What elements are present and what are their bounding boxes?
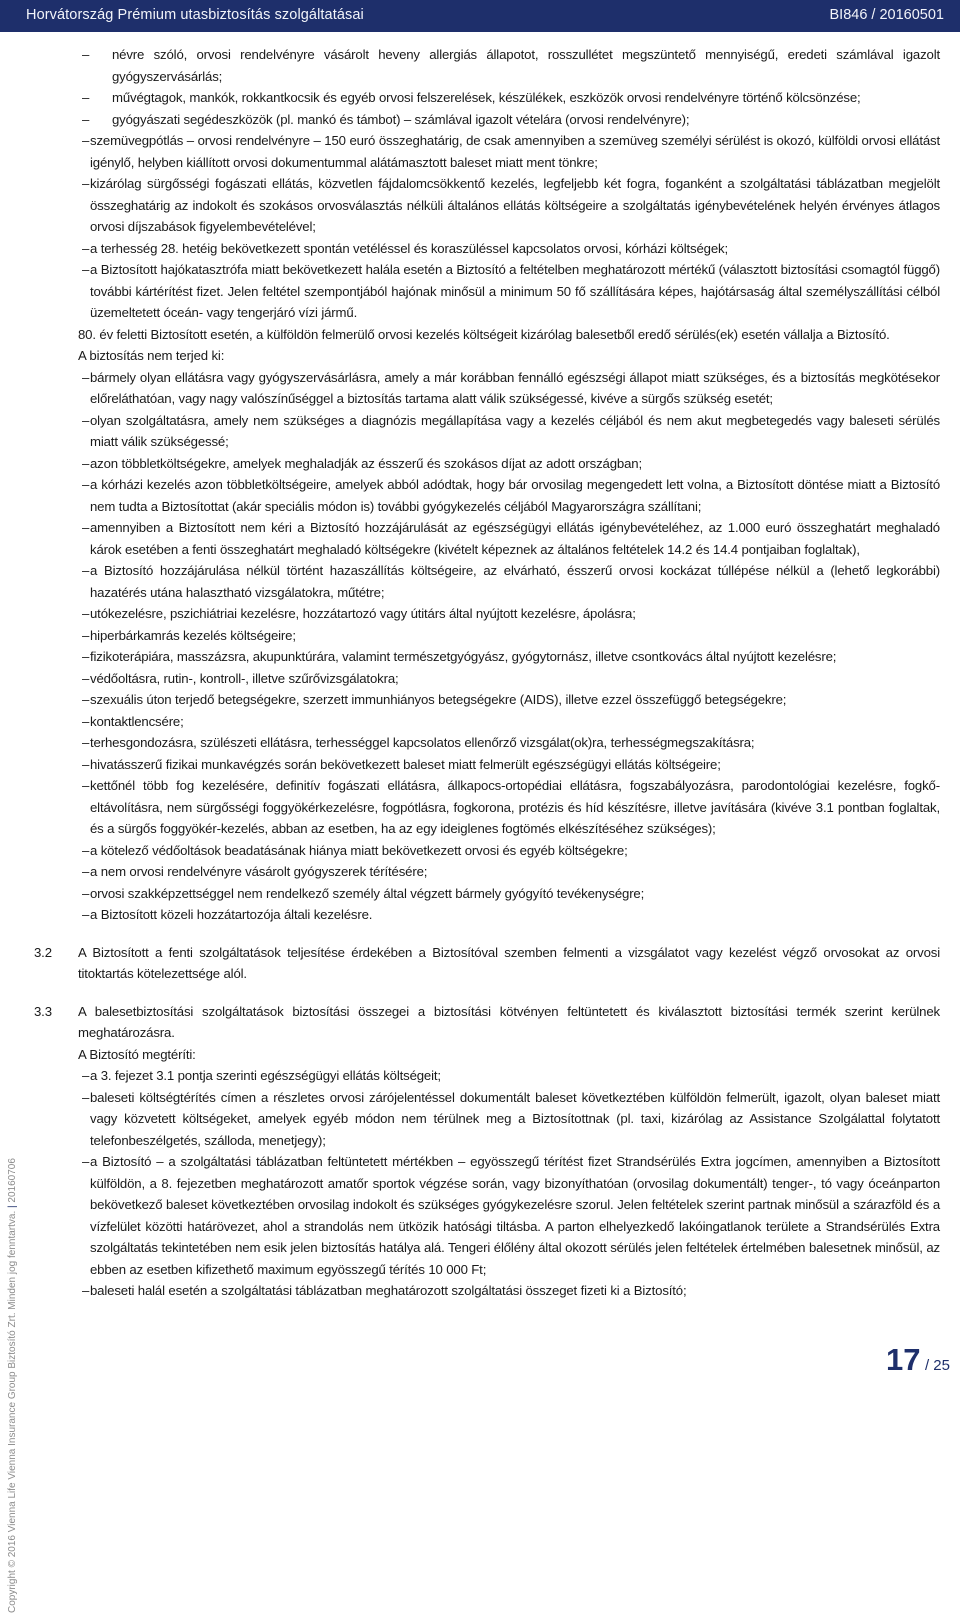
list-item [34, 453, 940, 475]
list-item [34, 109, 940, 131]
list-item [34, 861, 940, 883]
list-item [34, 1087, 940, 1152]
list-item-text: a 3. fejezet 3.1 pontja szerinti egészségügyi ellátás költségeit; [90, 1068, 441, 1083]
list-item-text: a kötelező védőoltások beadatásának hiánya miatt bekövetkezett orvosi és egyéb költségekre; [90, 842, 628, 858]
list-item [34, 689, 940, 711]
list-item-text: kizárólag sürgősségi fogászati ellátás, közvetlen fájdalomcsökkentő kezelés, legfeljebb két fogra, foganként a szolgáltatási táblázatban megjelölt összeghatárig az indokolt és szokásos orvosválasztás nélküli általános ellátás költségeire a szolgáltatás igénybevételének helyén érvényes átlagos orvosi díjszabások figyelembevételével; [90, 176, 940, 234]
list-item-text: azon többletköltségekre, amelyek meghaladják az ésszerű és szokásos díjat az adott országban; [90, 455, 642, 471]
list-item [34, 560, 940, 603]
paragraph: A biztosítás nem terjed ki: [78, 348, 225, 363]
list-item [34, 840, 940, 862]
list-item [34, 883, 940, 905]
list-item [34, 904, 940, 926]
list-dash: – [82, 563, 90, 578]
list-item [34, 775, 940, 840]
document-body [34, 44, 940, 1302]
list-item-text: amennyiben a Biztosított nem kéri a Biztosító hozzájárulását az egészségügyi ellátás igénybevételéhez, az 1.000 euró összeghatárt meghaladó károk esetében a fenti összeghatárt meghaladó költségekre (kivételt képeznek az általános feltételek 14.2 és 14.4 pontjaiban foglaltak), [90, 520, 940, 557]
header-code: BI846 / 20160501 [829, 7, 944, 23]
list-item-text: névre szóló, orvosi rendelvényre vásárolt heveny allergiás állapotot, rosszullétet megszüntető mennyiségű, eredeti számlával igazolt gyógyszervásárlás; [112, 47, 940, 84]
list-item [34, 130, 940, 173]
list-dash: – [82, 606, 90, 621]
list-dash: – [82, 477, 90, 492]
list-item-text: a nem orvosi rendelvényre vásárolt gyógyszerek térítésére; [90, 864, 428, 879]
list-item-text: a Biztosító hozzájárulása nélkül történt hazaszállítás költségeire, az elvárható, ésszerű orvosi kockázat túllépése nélkül a (lehető legkorábbi) hazatérés utána halasztható vizsgálatokra, műtétre; [90, 563, 940, 600]
page-number [886, 1342, 950, 1378]
list-item-text: a Biztosító – a szolgáltatási táblázatban feltüntetett mértékben – egyösszegű térítést fizet Strandsérülés Extra jogcímen, amennyiben a Biztosított külföldön, a 8. fejezetben meghatározott amatőr sportok végzése során, vagy bizonyíthatóan (orvosilag dokumentált) tenger-, tó vagy óceánparton bekövetkező baleset következtében orvosilag indokolt és szükséges gyógykezelésre szorul. Jelen feltételek szerint partnak minősül a szárazföld és a vízfelület közötti határövezet, ahol a strandolás nem ütközik hatósági tiltásba. A parton elhelyezkedő lakóingatlanok területe a Strandsérülés Extra szolgáltatás tekintetében nem esik jelen biztosítás hatálya alá. Tengeri élőlény által okozott sérülés jelen feltételek értelmében balesetnek minősül, az ebben az esetben kifizethető maximum egyösszegű térítés 10 000 Ft; [90, 1154, 940, 1277]
list-dash: – [82, 369, 90, 385]
list-item [34, 732, 940, 754]
list-item-text: kontaktlencsére; [90, 713, 184, 729]
list-item-text: terhesgondozásra, szülészeti ellátásra, terhességgel kapcsolatos ellenőrző vizsgálat(ok)ra, terhességmegszakításra; [90, 735, 755, 750]
list-dash: – [82, 520, 90, 535]
list-item [34, 474, 940, 517]
section-number: 3.2 [34, 944, 52, 960]
list-dash: – [82, 864, 90, 879]
section-text: A Biztosított a fenti szolgáltatások teljesítése érdekében a Biztosítóval szemben felmenti a vizsgálatot vagy kezelést végző orvosokat az orvosi titoktartás kötelezettsége alól. [78, 944, 940, 981]
list-dash: – [82, 1068, 90, 1083]
list-dash: – [82, 713, 90, 729]
paragraph: A Biztosító megtéríti: [78, 1046, 196, 1062]
section-text: A balesetbiztosítási szolgáltatások biztosítási összegei a biztosítási kötvényen feltüntetett és kiválasztott biztosítási termék szerint kerülnek meghatározásra. [78, 1003, 940, 1040]
list-item [34, 625, 940, 647]
list-item-text: a terhesség 28. hetéig bekövetkezett spontán vetéléssel és koraszüléssel kapcsolatos orvosi, kórházi költségek; [90, 240, 728, 256]
list-item-text: a Biztosított közeli hozzátartozója általi kezelésre. [90, 907, 373, 922]
list-item-text: gyógyászati segédeszközök (pl. mankó és támbot) – számlával igazolt vételára (orvosi rendelvényre); [112, 111, 690, 127]
list-dash: – [82, 90, 90, 105]
list-item-text: művégtagok, mankók, rokkantkocsik és egyéb orvosi felszerelések, készülékek, eszközök orvosi rendelvényre történő kölcsönzése; [112, 90, 861, 105]
list-item [34, 668, 940, 690]
list-dash: – [82, 692, 90, 707]
list-dash: – [82, 262, 90, 277]
list-item [34, 259, 940, 324]
list-dash: – [82, 240, 90, 256]
page-current: 17 [886, 1342, 921, 1377]
list-dash: – [82, 778, 90, 793]
copyright-date: 20160706 [7, 1158, 18, 1203]
list-item [34, 646, 940, 668]
list-item-text: utókezelésre, pszichiátriai kezelésre, hozzátartozó vagy útitárs által nyújtott kezelésre, ápolásra; [90, 606, 636, 621]
list-item-text: hivatásszerű fizikai munkavégzés során bekövetkezett baleset miatt felmerült egészségügyi ellátás költségeire; [90, 756, 721, 772]
list-item-text: baleseti halál esetén a szolgáltatási táblázatban meghatározott szolgáltatási összeget fizeti ki a Biztosító; [90, 1283, 687, 1298]
copyright-sidebar [7, 643, 23, 1613]
list-item [34, 1065, 940, 1087]
list-item [34, 44, 940, 87]
list-item [34, 238, 940, 260]
section-paragraph [34, 1001, 940, 1044]
list-item-text: fizikoterápiára, masszázsra, akupunktúrára, valamint természetgyógyász, gyógytornász, illetve csontkovács által nyújtott kezelésre; [90, 649, 837, 664]
list-item-text: bármely olyan ellátásra vagy gyógyszervásárlásra, amely a már korábban fennálló egészségi állapot miatt szükséges, és a biztosítás megkötésekor előreláthatóan, vagy nagy valószínűséggel a biztosítás tartama alatt válik szükségessé, kivéve a sürgős szükség esetét; [90, 369, 940, 406]
list-item-text: védőoltásra, rutin-, kontroll-, illetve szűrővizsgálatokra; [90, 670, 399, 686]
list-item [34, 173, 940, 238]
list-item-text: a Biztosított hajókatasztrófa miatt bekövetkezett halála esetén a Biztosító a feltételben meghatározott mértékű (választott biztosítási csomagtól függő) további kártérítést fizet. Jelen feltétel szempontjából hajónak minősül a minimum 50 fő szállítására képes, hajótársaság által személyszállítási célból üzemeltetett óceán- vagy tengerjáró vízi jármű. [90, 262, 940, 320]
list-item [34, 367, 940, 410]
list-dash: – [82, 907, 90, 922]
list-item [34, 754, 940, 776]
list-item-text: baleseti költségtérítés címen a részletes orvosi zárójelentéssel dokumentált baleset következtében külföldön felmerült, igazolt, olyan baleset miatt vagy közvetett költségeket, amelyek egyéb módon nem térülnek meg a Biztosítottnak (pl. taxi, kizárólag az Assistance Szolgálattal folytatott telefonbeszélgetés, szálloda, menetjegy); [90, 1089, 940, 1148]
list-dash: – [82, 735, 90, 750]
list-dash: – [82, 670, 90, 686]
list-item [34, 1151, 940, 1280]
list-item [34, 711, 940, 733]
list-dash: – [82, 455, 90, 471]
list-item-text: olyan szolgáltatásra, amely nem szükséges a diagnózis megállapítása vagy a kezelés céljából és nem akut megbetegedés vagy baleseti sérülés miatt válik szükségessé; [90, 412, 940, 449]
list-dash: – [82, 627, 90, 643]
list-dash: – [82, 133, 90, 148]
list-dash: – [82, 176, 90, 191]
list-item [34, 87, 940, 109]
list-item [34, 410, 940, 453]
list-dash: – [82, 756, 90, 772]
section-number: 3.3 [34, 1003, 52, 1019]
list-dash: – [82, 649, 90, 664]
copyright-separator: | [7, 1205, 18, 1208]
list-dash: – [82, 412, 90, 428]
section-paragraph [34, 942, 940, 985]
list-item-text: szexuális úton terjedő betegségekre, szerzett immunhiányos betegségekre (AIDS), illetve ezzel összefüggő betegségekre; [90, 692, 787, 707]
list-item [34, 517, 940, 560]
list-dash: – [82, 1154, 90, 1169]
page-total: / 25 [924, 1357, 950, 1374]
list-dash: – [82, 111, 90, 127]
list-dash: – [82, 1089, 90, 1105]
header-title: Horvátország Prémium utasbiztosítás szolgáltatásai [26, 7, 364, 23]
list-item-text: szemüvegpótlás – orvosi rendelvényre – 150 euró összeghatárig, de csak amennyiben a szemüveg személyi sérülést is okozó, külföldi orvosi ellátást igénylő, helyben kiállított orvosi dokumentummal alátámasztott baleset miatt ment tönkre; [90, 133, 940, 170]
list-item-text: orvosi szakképzettséggel nem rendelkező személy által végzett bármely gyógyító tevékenységre; [90, 885, 645, 901]
list-item [34, 603, 940, 625]
list-item-text: hiperbárkamrás kezelés költségeire; [90, 627, 296, 643]
list-item-text: a kórházi kezelés azon többletköltségeire, amelyek abból adódtak, hogy bár orvosilag megengedett lett volna, a Biztosított döntése miatt a Biztosító nem tudta a Biztosítottat (akár speciális módon is) további gyógykezelés céljából Magyarországra szállítani; [90, 477, 940, 514]
list-dash: – [82, 842, 90, 858]
list-dash: – [82, 1283, 90, 1298]
copyright-text: Copyright © 2016 Vienna Life Vienna Insurance Group Biztosító Zrt. Minden jog fenntartva. [7, 1210, 18, 1613]
page-header [0, 0, 960, 32]
list-dash: – [82, 885, 90, 901]
list-item [34, 1280, 940, 1302]
list-item-text: kettőnél több fog kezelésére, definitív fogászati ellátásra, állkapocs-ortopédiai ellátásra, fogszabályozásra, parodontológiai kezelésre, fogkő-eltávolításra, nem sürgősségi foggyökérkezelésre, fogpótlásra, fogkorona, protézis és híd készítésre, illetve javítására (kivéve 3.1 pontban foglaltak, és a sürgős foggyökér-kezelés, abban az esetben, ha az egy ideiglenes fogtömés elkészítéséhez szükséges); [90, 778, 940, 836]
paragraph: 80. év feletti Biztosított esetén, a külföldön felmerülő orvosi kezelés költségeit kizárólag balesetből eredő sérülés(ek) esetén vállalja a Biztosító. [78, 326, 890, 342]
list-dash: – [82, 47, 90, 62]
